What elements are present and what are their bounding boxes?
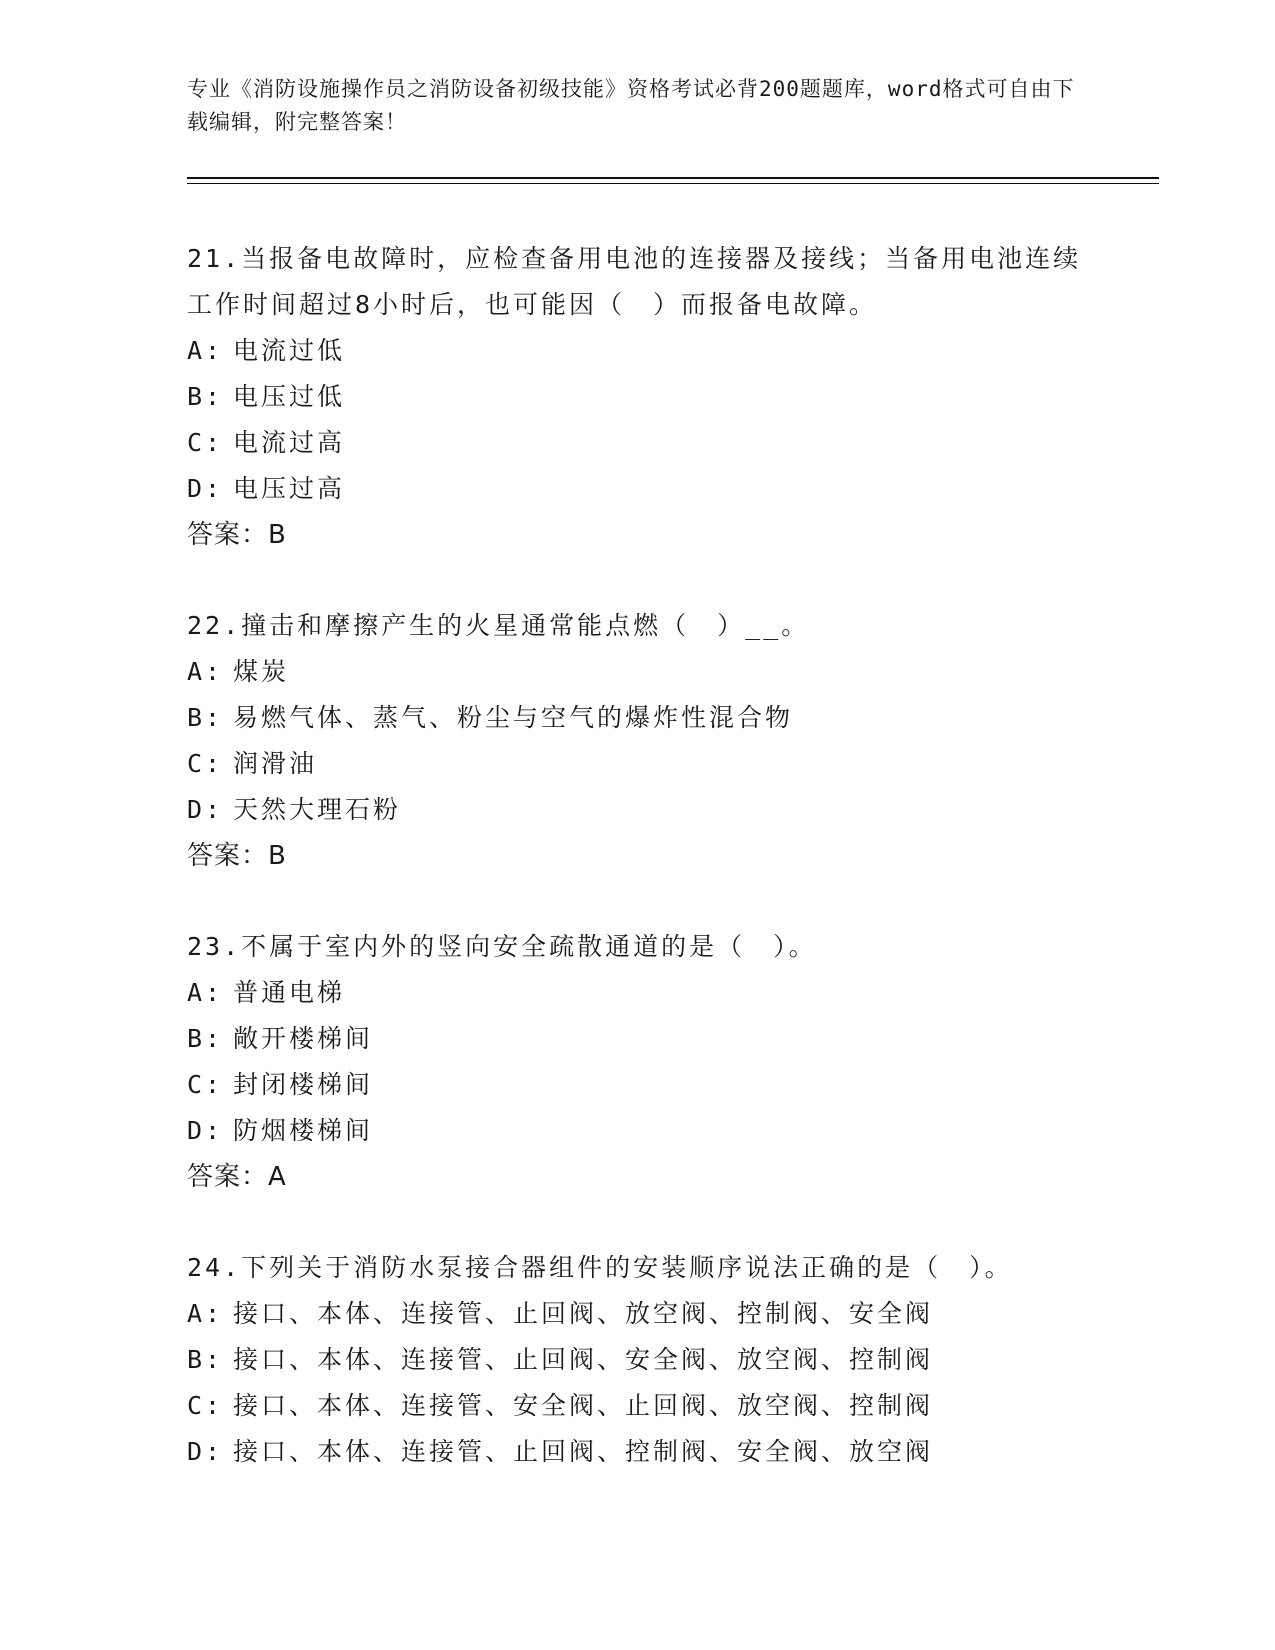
option-d bbox=[187, 1108, 1087, 1154]
document-header: 专业《消防设施操作员之消防设备初级技能》资格考试必背200题题库，word格式可自由下载编辑，附完整答案！ bbox=[187, 77, 1075, 134]
option-key: D: bbox=[187, 795, 224, 824]
option-key: C: bbox=[187, 749, 224, 778]
option-text: 接口、本体、连接管、止回阀、控制阀、安全阀、放空阀 bbox=[233, 1437, 934, 1466]
option-text: 润滑油 bbox=[233, 749, 318, 778]
question-stem: 24.下列关于消防水泵接合器组件的安装顺序说法正确的是（ ）。 bbox=[187, 1253, 1013, 1282]
option-text: 普通电梯 bbox=[233, 978, 346, 1007]
option-d bbox=[187, 787, 1087, 833]
option-text: 接口、本体、连接管、安全阀、止回阀、放空阀、控制阀 bbox=[233, 1391, 934, 1420]
option-a bbox=[187, 649, 1087, 695]
option-text: 接口、本体、连接管、止回阀、安全阀、放空阀、控制阀 bbox=[233, 1345, 934, 1374]
option-text: 敞开楼梯间 bbox=[233, 1024, 374, 1053]
question-24 bbox=[187, 1245, 1087, 1475]
option-text: 防烟楼梯间 bbox=[233, 1116, 374, 1145]
question-21 bbox=[187, 236, 1087, 558]
option-text: 煤炭 bbox=[233, 657, 290, 686]
header-divider-thin bbox=[187, 183, 1159, 184]
question-stem: 22.撞击和摩擦产生的火星通常能点燃（ ）__。 bbox=[187, 611, 810, 640]
option-a bbox=[187, 1291, 1087, 1337]
option-b bbox=[187, 374, 1087, 420]
option-text: 封闭楼梯间 bbox=[233, 1070, 374, 1099]
answer-line: 答案：B bbox=[187, 841, 287, 871]
option-c bbox=[187, 741, 1087, 787]
option-b bbox=[187, 1337, 1087, 1383]
option-d bbox=[187, 1429, 1087, 1475]
option-key: C: bbox=[187, 1070, 224, 1099]
option-text: 易燃气体、蒸气、粉尘与空气的爆炸性混合物 bbox=[233, 703, 794, 732]
option-key: A: bbox=[187, 1299, 224, 1328]
option-a bbox=[187, 328, 1087, 374]
option-b bbox=[187, 1016, 1087, 1062]
answer-line: 答案：A bbox=[187, 1162, 287, 1192]
option-key: D: bbox=[187, 1437, 224, 1466]
question-stem: 21.当报备电故障时，应检查备用电池的连接器及接线；当备用电池连续工作时间超过8小时后，也可能因（ ）而报备电故障。 bbox=[187, 244, 1082, 319]
option-text: 电流过低 bbox=[233, 336, 346, 365]
option-key: C: bbox=[187, 428, 224, 457]
question-list bbox=[187, 236, 1087, 1520]
option-d bbox=[187, 466, 1087, 512]
option-b bbox=[187, 695, 1087, 741]
option-text: 电流过高 bbox=[233, 428, 346, 457]
option-key: D: bbox=[187, 1116, 224, 1145]
option-key: C: bbox=[187, 1391, 224, 1420]
question-stem: 23.不属于室内外的竖向安全疏散通道的是（ ）。 bbox=[187, 932, 817, 961]
option-a bbox=[187, 970, 1087, 1016]
header-divider-thick bbox=[187, 177, 1159, 179]
option-key: A: bbox=[187, 336, 224, 365]
option-c bbox=[187, 420, 1087, 466]
answer-line: 答案：B bbox=[187, 520, 287, 550]
option-text: 接口、本体、连接管、止回阀、放空阀、控制阀、安全阀 bbox=[233, 1299, 934, 1328]
option-key: A: bbox=[187, 978, 224, 1007]
option-key: B: bbox=[187, 382, 224, 411]
option-key: D: bbox=[187, 474, 224, 503]
option-c bbox=[187, 1062, 1087, 1108]
option-text: 天然大理石粉 bbox=[233, 795, 402, 824]
option-key: A: bbox=[187, 657, 224, 686]
option-c bbox=[187, 1383, 1087, 1429]
option-key: B: bbox=[187, 1345, 224, 1374]
question-23 bbox=[187, 924, 1087, 1200]
option-key: B: bbox=[187, 1024, 224, 1053]
question-22 bbox=[187, 603, 1087, 879]
option-text: 电压过高 bbox=[233, 474, 346, 503]
option-text: 电压过低 bbox=[233, 382, 346, 411]
option-key: B: bbox=[187, 703, 224, 732]
